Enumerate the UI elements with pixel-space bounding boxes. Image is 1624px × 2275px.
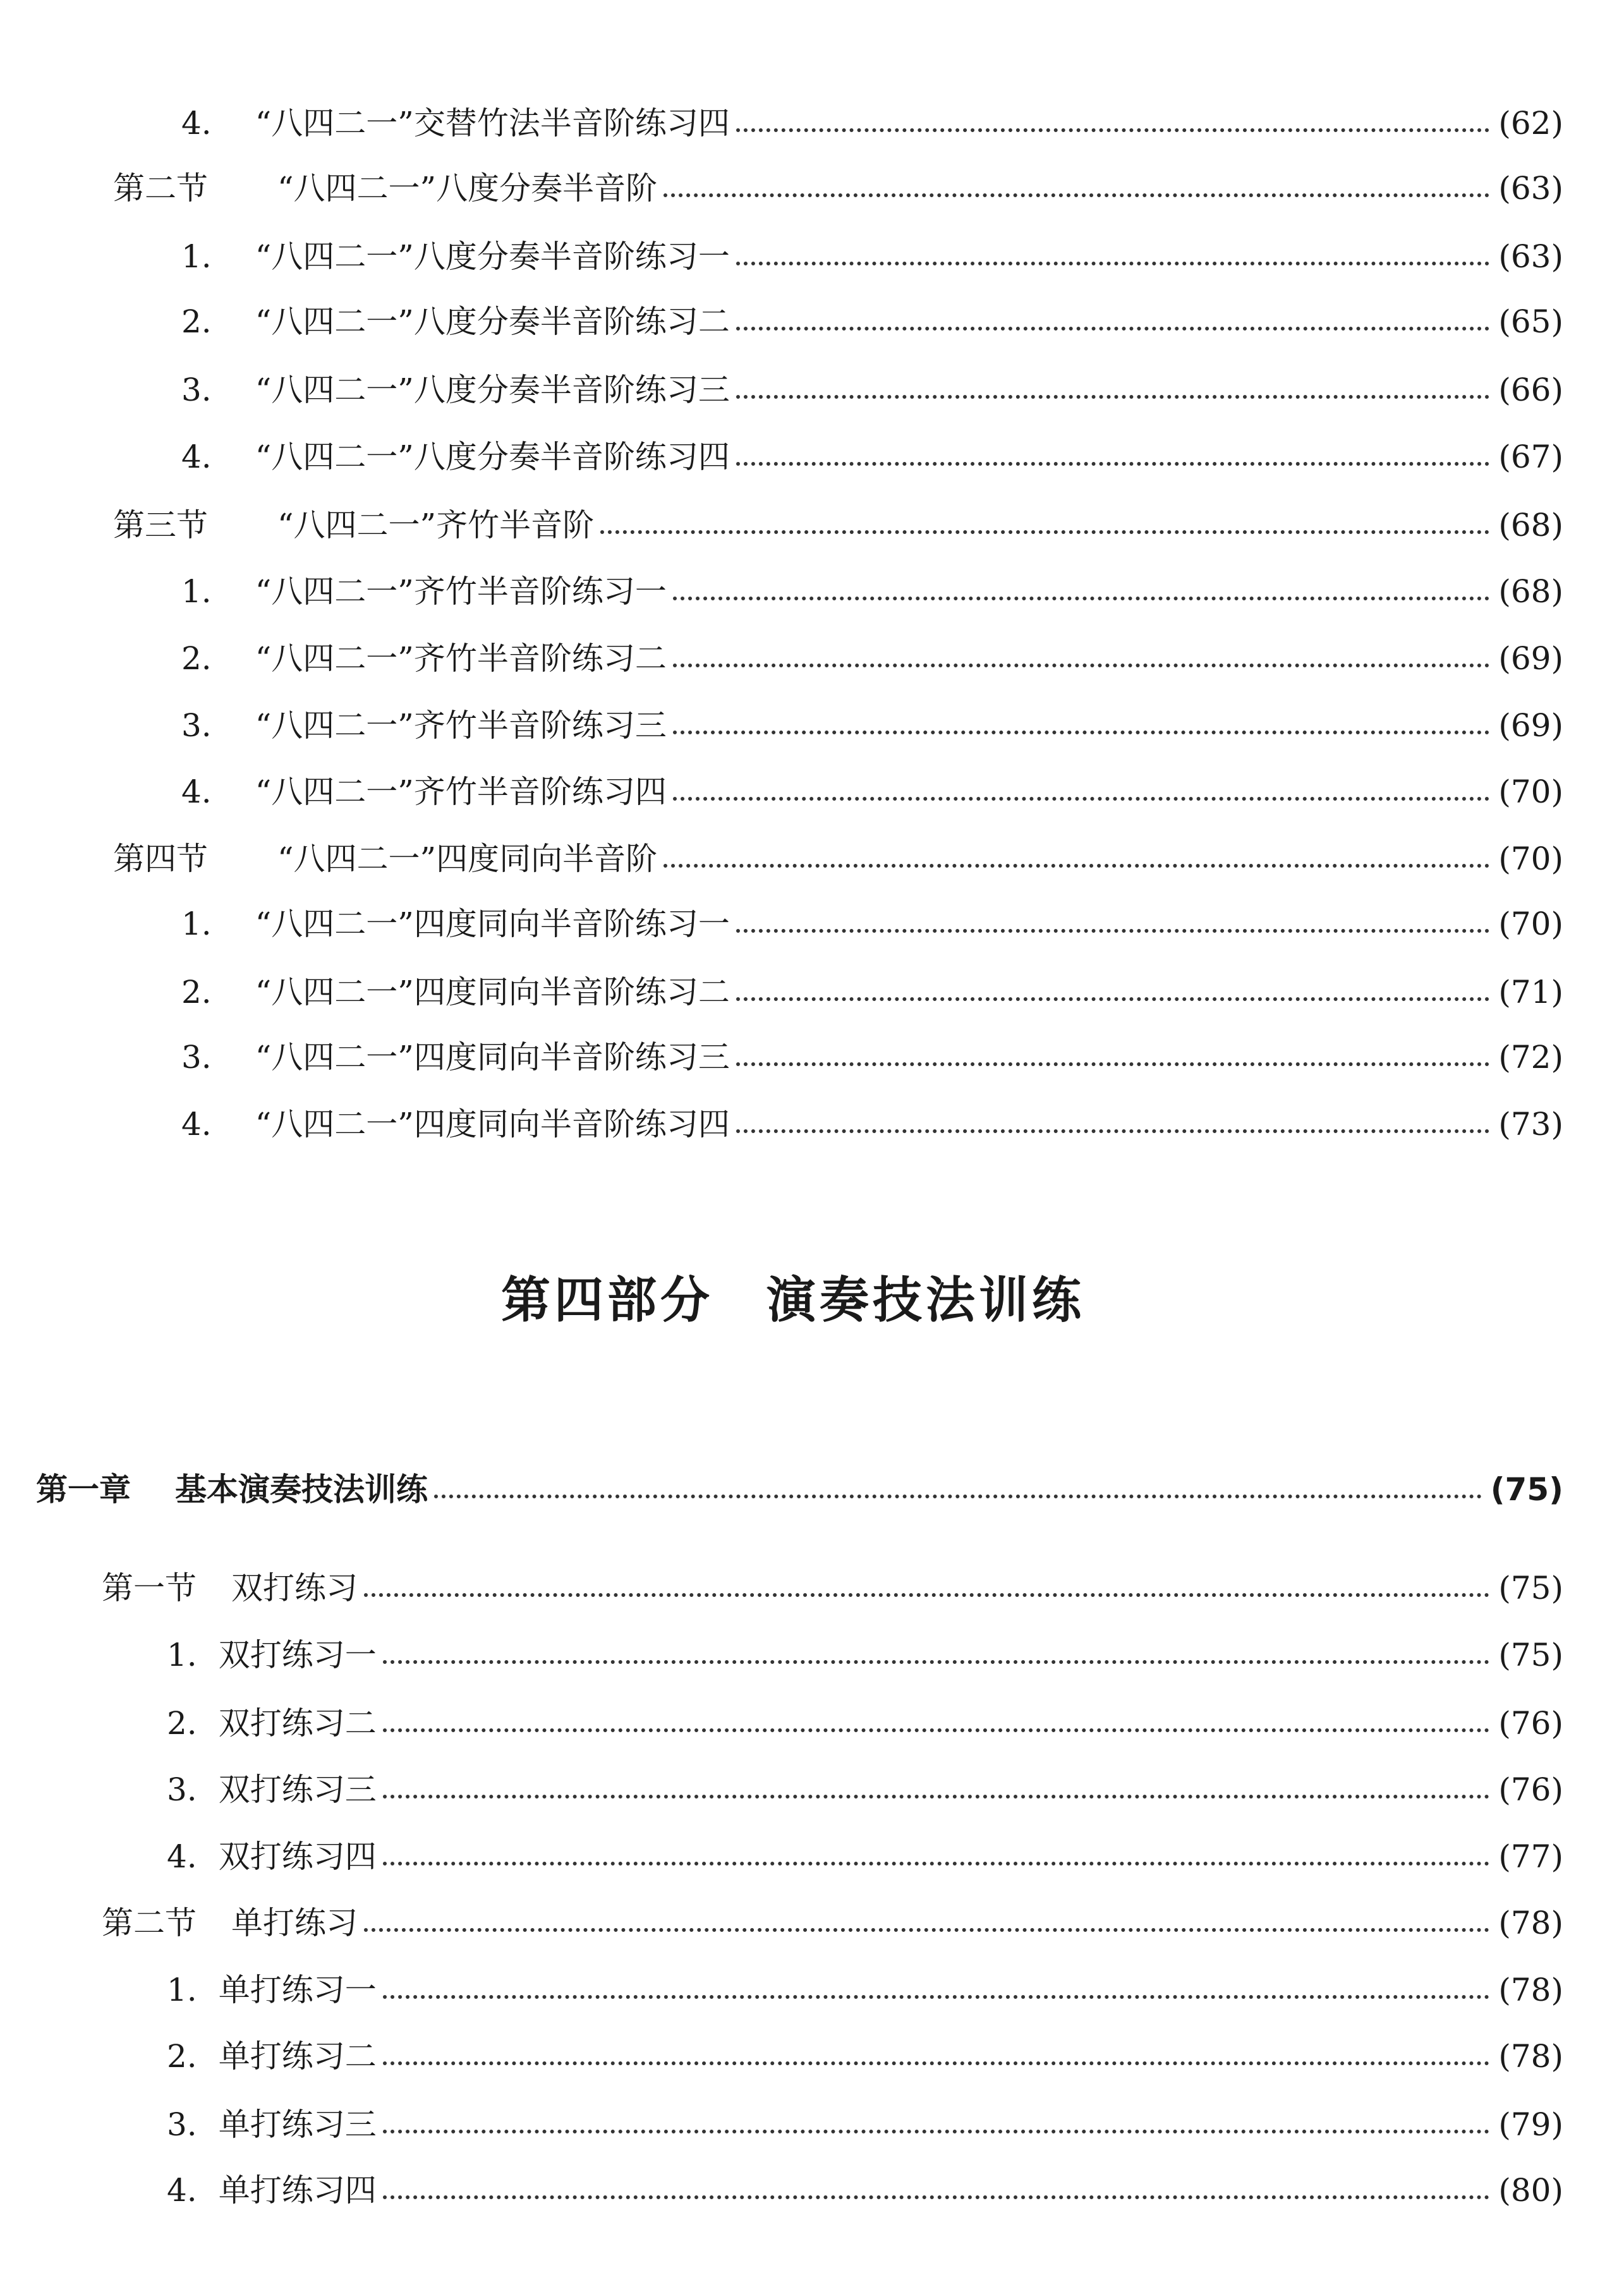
entry-title: “八四二一”八度分奏半音阶练习二: [255, 303, 730, 340]
entry-title: “八四二一”四度同向半音阶练习一: [255, 906, 730, 942]
entry-number: 第三节: [113, 507, 208, 543]
toc-entry-section: [113, 840, 1563, 878]
toc-entry-item2: [167, 2037, 1563, 2075]
page-number: (71): [1498, 974, 1563, 1010]
entry-title: 基本演奏技法训练: [175, 1471, 428, 1508]
toc-entry-item: [181, 640, 1563, 677]
page-number: (70): [1498, 840, 1563, 877]
page-number: (77): [1498, 1838, 1563, 1875]
page-number: (65): [1498, 303, 1563, 340]
entry-number: 2.: [167, 1705, 197, 1742]
page-number: (75): [1498, 1637, 1563, 1673]
entry-title: “八四二一”四度同向半音阶: [277, 840, 658, 877]
dot-leader: [673, 731, 1490, 734]
dot-leader: [736, 395, 1490, 399]
toc-entry-item: [181, 573, 1563, 610]
entry-number: 4.: [167, 2172, 197, 2209]
entry-title: 双打练习三: [218, 1771, 377, 1808]
entry-title: “八四二一”八度分奏半音阶练习一: [255, 238, 730, 275]
dot-leader: [736, 128, 1490, 132]
entry-number: 4.: [181, 439, 212, 475]
dot-leader: [664, 864, 1489, 868]
dot-leader: [673, 597, 1490, 600]
page-number: (76): [1498, 1705, 1563, 1742]
entry-number: 3.: [181, 1039, 212, 1076]
page-number: (69): [1498, 640, 1563, 677]
entry-title: “八四二一”交替竹法半音阶练习四: [255, 105, 730, 142]
entry-title: “八四二一”四度同向半音阶练习三: [255, 1039, 730, 1076]
dot-leader: [736, 1129, 1490, 1133]
entry-title: “八四二一”齐竹半音阶: [277, 507, 595, 543]
toc-entry-item2: [167, 1704, 1563, 1742]
dot-leader: [364, 1928, 1489, 1932]
entry-title: “八四二一”八度分奏半音阶练习三: [255, 372, 730, 408]
toc-entry-item: [181, 104, 1563, 142]
dot-leader: [736, 262, 1490, 265]
toc-entry-item: [181, 773, 1563, 811]
page-number: (78): [1498, 2038, 1563, 2075]
page-number: (66): [1498, 372, 1563, 408]
page-number: (75): [1498, 1570, 1563, 1606]
entry-title: 双打练习二: [218, 1705, 377, 1742]
dot-leader: [383, 1995, 1490, 1999]
entry-title: “八四二一”齐竹半音阶练习四: [255, 774, 667, 810]
toc-entry-section: [113, 169, 1563, 207]
dot-leader: [673, 664, 1490, 667]
page-number: (70): [1498, 774, 1563, 810]
dot-leader: [673, 797, 1490, 801]
page-number: (76): [1498, 1771, 1563, 1808]
dot-leader: [383, 1660, 1490, 1664]
page-number: (78): [1498, 1972, 1563, 2008]
entry-number: 第一节: [102, 1570, 197, 1606]
entry-number: 4.: [167, 1838, 197, 1875]
toc-entry-item: [181, 1038, 1563, 1076]
page-number: (69): [1498, 707, 1563, 744]
dot-leader: [383, 2195, 1490, 2199]
entry-number: 第二节: [113, 170, 208, 207]
toc-entry-item2: [167, 1636, 1563, 1674]
page-number: (78): [1498, 1905, 1563, 1941]
toc-entry-chapter: [36, 1471, 1563, 1508]
entry-title: 单打练习四: [218, 2172, 377, 2209]
entry-number: 3.: [181, 372, 212, 408]
page-number: (68): [1498, 507, 1563, 543]
entry-number: 3.: [167, 1771, 197, 1808]
dot-leader: [600, 530, 1489, 534]
page-number: (68): [1498, 573, 1563, 610]
dot-leader: [664, 193, 1489, 197]
toc-entry-item2: [167, 2171, 1563, 2209]
entry-title: 单打练习三: [218, 2106, 377, 2143]
entry-number: 2.: [167, 2038, 197, 2075]
toc-entry-item2: [167, 1771, 1563, 1809]
dot-leader: [736, 327, 1490, 331]
entry-number: 第一章: [36, 1471, 131, 1508]
entry-title: “八四二一”四度同向半音阶练习四: [255, 1106, 730, 1143]
page-number: (79): [1498, 2106, 1563, 2143]
entry-number: 第二节: [102, 1905, 197, 1941]
entry-number: 1.: [181, 906, 212, 942]
dot-leader: [434, 1495, 1482, 1498]
entry-title: “八四二一”八度分奏半音阶: [277, 170, 658, 207]
dot-leader: [383, 1795, 1490, 1799]
entry-title: 单打练习: [231, 1905, 358, 1941]
toc-entry-item: [181, 707, 1563, 744]
dot-leader: [383, 2061, 1490, 2065]
dot-leader: [736, 929, 1490, 933]
toc-entry-item: [181, 973, 1563, 1011]
entry-title: “八四二一”四度同向半音阶练习二: [255, 974, 730, 1010]
entry-title: 单打练习一: [218, 1972, 377, 2008]
entry-title: 单打练习二: [218, 2038, 377, 2075]
entry-number: 2.: [181, 303, 212, 340]
entry-number: 3.: [167, 2106, 197, 2143]
page-number: (75): [1490, 1471, 1563, 1508]
entry-number: 1.: [167, 1637, 197, 1673]
dot-leader: [736, 997, 1490, 1001]
entry-title: “八四二一”齐竹半音阶练习一: [255, 573, 667, 610]
toc-entry-section2: [102, 1569, 1563, 1607]
page-number: (63): [1498, 170, 1563, 207]
toc-entry-section: [113, 506, 1563, 544]
page-number: (67): [1498, 439, 1563, 475]
entry-number: 1.: [181, 238, 212, 275]
toc-entry-item: [181, 1105, 1563, 1143]
entry-number: 2.: [181, 974, 212, 1010]
toc-entry-item: [181, 238, 1563, 276]
entry-number: 1.: [181, 573, 212, 610]
entry-number: 4.: [181, 774, 212, 810]
toc-entry-item: [181, 371, 1563, 409]
dot-leader: [383, 1728, 1490, 1732]
entry-title: “八四二一”八度分奏半音阶练习四: [255, 439, 730, 475]
toc-entry-item2: [167, 1838, 1563, 1876]
page-number: (62): [1498, 105, 1563, 142]
page-number: (73): [1498, 1106, 1563, 1143]
entry-number: 2.: [181, 640, 212, 677]
dot-leader: [736, 462, 1490, 466]
entry-title: “八四二一”齐竹半音阶练习二: [255, 640, 667, 677]
entry-number: 4.: [181, 105, 212, 142]
dot-leader: [364, 1593, 1489, 1597]
toc-entry-item: [181, 438, 1563, 476]
dot-leader: [736, 1062, 1490, 1066]
dot-leader: [383, 2130, 1490, 2133]
page-number: (63): [1498, 238, 1563, 275]
entry-title: 双打练习四: [218, 1838, 377, 1875]
entry-title: 双打练习一: [218, 1637, 377, 1673]
entry-number: 3.: [181, 707, 212, 744]
toc-entry-item2: [167, 1971, 1563, 2009]
part-title: 第四部分 演奏技法训练: [500, 1272, 1085, 1329]
toc-entry-item2: [167, 2106, 1563, 2144]
page-number: (80): [1498, 2172, 1563, 2209]
dot-leader: [383, 1862, 1490, 1866]
entry-number: 4.: [181, 1106, 212, 1143]
entry-title: “八四二一”齐竹半音阶练习三: [255, 707, 667, 744]
toc-entry-section2: [102, 1904, 1563, 1942]
entry-number: 第四节: [113, 840, 208, 877]
toc-entry-item: [181, 303, 1563, 341]
toc-entry-item: [181, 905, 1563, 943]
page-number: (72): [1498, 1039, 1563, 1076]
entry-number: 1.: [167, 1972, 197, 2008]
entry-title: 双打练习: [231, 1570, 358, 1606]
page-number: (70): [1498, 906, 1563, 942]
